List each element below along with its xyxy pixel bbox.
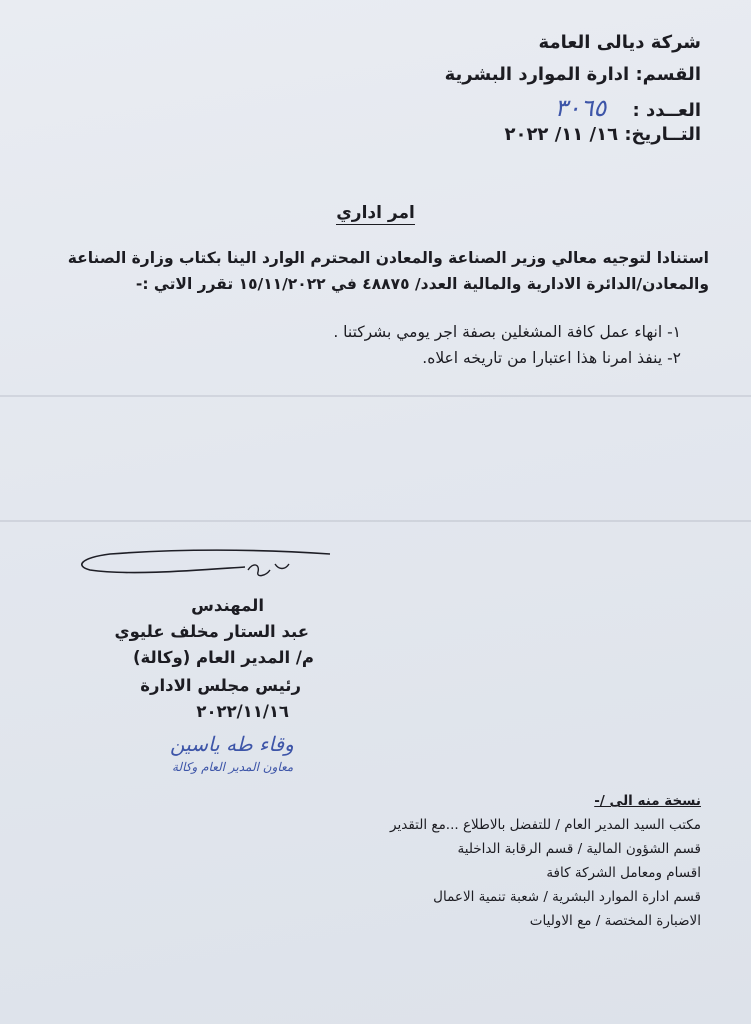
signature-title: المهندس	[191, 596, 264, 615]
number-value: ٣٠٦٥	[554, 94, 607, 122]
order-title-text: امر اداري	[336, 203, 415, 223]
order-item-1: ١- انهاء عمل كافة المشغلين بصفة اجر يومي بشركتنا .	[333, 323, 681, 341]
number-label: العــدد :	[632, 100, 701, 121]
copy-line-2: قسم الشؤون المالية / قسم الرقابة الداخلية	[457, 841, 701, 857]
handwritten-role: معاون المدير العام وكالة	[172, 760, 294, 774]
number-line	[555, 94, 701, 122]
date-label: التــاريخ:	[624, 124, 701, 145]
signature-name: عبد الستار مخلف عليوي	[114, 622, 309, 641]
signature-role: م/ المدير العام (وكالة)	[132, 648, 314, 667]
signature-board: رئيس مجلس الادارة	[140, 676, 301, 695]
copy-line-1: مكتب السيد المدير العام / للتفضل بالاطلاع ...مع التقدير	[390, 817, 701, 833]
copies-header: نسخة منه الى /-	[594, 793, 701, 809]
order-item-2: ٢- ينفذ امرنا هذا اعتبارا من تاريخه اعلاه.	[422, 349, 681, 367]
order-paragraph: استنادا لتوجيه معالي وزير الصناعة والمعادن المحترم الوارد الينا بكتاب وزارة الصناعة والمعادن/الدائرة الادارية والمالية العدد/ ٤٨٨٧٥ في ١٥/١١/٢٠٢٢ تقرر الاتي :-	[67, 249, 709, 293]
department-line: القسم: ادارة الموارد البشرية	[444, 64, 701, 85]
signature-scribble	[70, 540, 350, 590]
signature-date: ٢٠٢٢/١١/١٦	[196, 702, 289, 721]
company-name: شركة ديالى العامة	[538, 32, 701, 53]
paper-fold	[0, 395, 751, 397]
copy-line-5: الاضبارة المختصة / مع الاوليات	[529, 913, 701, 929]
copy-line-4: قسم ادارة الموارد البشرية / شعبة تنمية الاعمال	[433, 889, 701, 905]
date-value: ١٦/ ١١/ ٢٠٢٢	[504, 124, 619, 145]
handwritten-name: وقاء طه ياسين	[170, 732, 294, 756]
date-line	[504, 124, 701, 145]
paper-fold	[0, 520, 751, 522]
copy-line-3: اقسام ومعامل الشركة كافة	[546, 865, 701, 881]
order-title	[0, 203, 751, 223]
